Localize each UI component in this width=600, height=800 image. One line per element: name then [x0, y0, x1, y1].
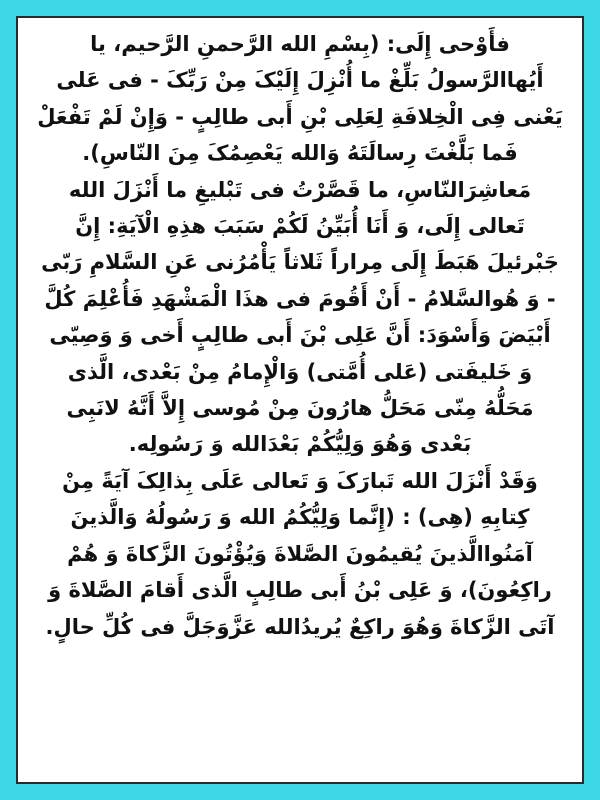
text-line: کِتابِهِ (هِی) : (إِنَّما وَلِيُّکُمُ الله وَ رَسُولُهُ وَالَّذينَ — [70, 505, 530, 530]
text-line: فَما بَلَّغْتَ رِسالَتَهُ وَالله يَعْصِمُکَ مِنَ النّاسِ). — [82, 141, 518, 166]
text-line: آمَنُواالَّذينَ يُقيمُونَ الصَّلاةَ وَيُؤْتُونَ الزَّکاةَ وَ هُمْ — [67, 541, 533, 566]
sermon-text — [18, 18, 582, 651]
text-line: مَعاشِرَالنّاسِ، ما قَصَّرْتُ فی تَبْليغِ ما أَنْزَلَ الله — [68, 177, 532, 202]
text-line: يَعْنی فِی الْخِلافَةِ لِعَلِی بْنِ أَبی طالِبٍ - وَإِنْ لَمْ تَفْعَلْ — [37, 104, 563, 129]
text-line: فأَوْحی إِلَی: (بِسْمِ الله الرَّحمنِ الرَّحيم، يا — [90, 32, 510, 56]
text-line: آتَی الزَّکاةَ وَهُوَ راکِعٌ يُريدُالله عَزَّوَجَلَّ فی کُلِّ حالٍ. — [45, 614, 555, 639]
text-line: تَعالی إِلَی، وَ أَنَا أُبَيِّنُ لَکُمْ سَبَبَ هذِهِ الْآيَةِ: إِنَّ — [75, 214, 525, 239]
text-card — [16, 16, 584, 784]
text-line: وَقَدْ أَنْزَلَ الله تَبارَکَ وَ تَعالی عَلَی بِذالِکَ آيَةً مِنْ — [62, 468, 538, 493]
text-line: جَبْرئيلَ هَبَطَ إِلَی مِراراً ثَلاثاً يَأْمُرُنی عَنِ السَّلامِ رَبّی — [41, 250, 559, 275]
text-line: وَ خَليفَتی (عَلی أُمَّتی) وَالْإِمامُ مِنْ بَعْدی، الَّذی — [67, 359, 533, 384]
text-line: بَعْدی وَهُوَ وَلِيُّکُمْ بَعْدَالله وَ رَسُولِه. — [128, 432, 472, 457]
text-line: أَيُهاالرَّسولُ بَلِّغْ ما أُنْزِلَ إِلَيْکَ مِنْ رَبِّکَ - فی عَلی — [56, 68, 544, 93]
text-line: مَحَلُّهُ مِنّی مَحَلُّ هارُونَ مِنْ مُوسی إِلاَّ أَنَّهُ لانَبِی — [66, 396, 534, 421]
text-line: راکِعُونَ)، وَ عَلِی بْنُ أَبی طالِبٍ الَّذی أَقامَ الصَّلاةَ وَ — [48, 578, 552, 603]
text-line: - وَ هُوالسَّلامُ - أَنْ أَقُومَ فی هذَا الْمَشْهَدِ فَأُعْلِمَ کُلَّ — [44, 286, 556, 311]
text-line: أَبْيَضَ وَأَسْوَدَ: أَنَّ عَلِی بْنَ أَبی طالِبٍ أَخی وَ وَصِيّی — [49, 323, 551, 348]
